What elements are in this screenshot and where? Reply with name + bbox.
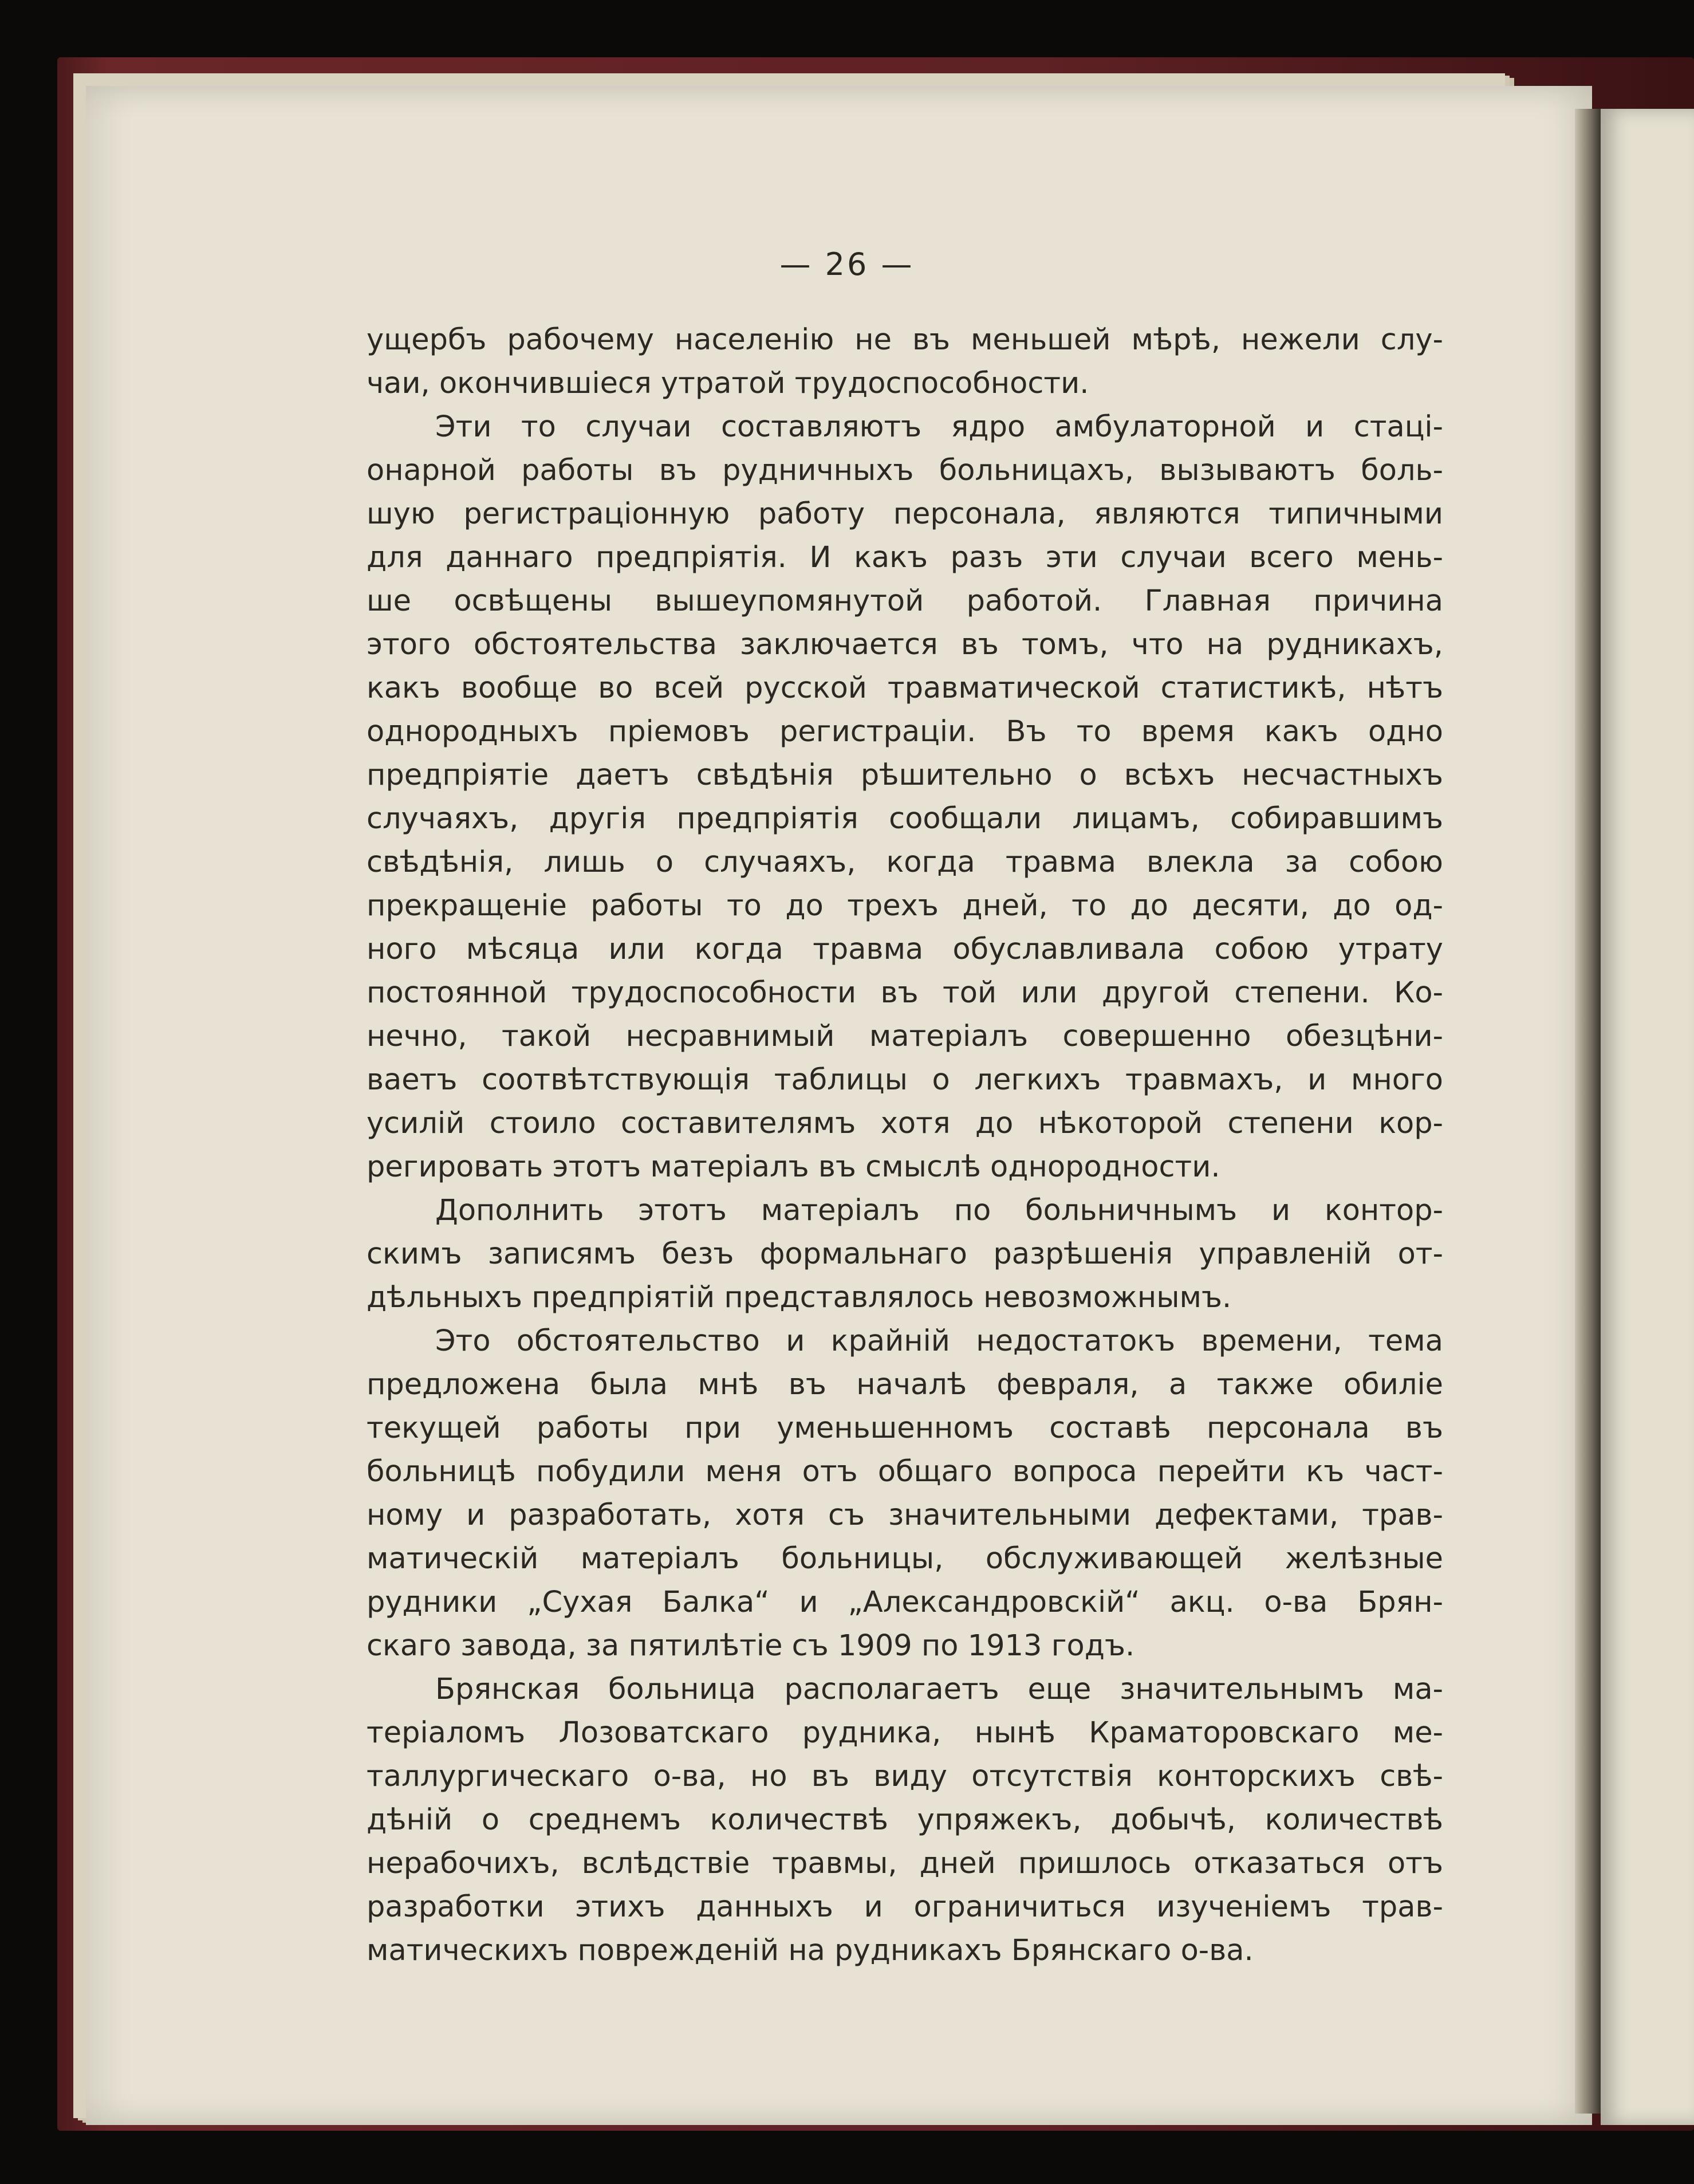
book-gutter	[1575, 109, 1601, 2114]
text-line: однородныхъ пріемовъ регистраціи. Въ то время какъ одно	[367, 715, 1443, 749]
text-line: какъ вообще во всей русской травматической статистикѣ, нѣтъ	[367, 671, 1443, 705]
text-line: ше освѣщены вышеупомянутой работой. Главная причина	[367, 584, 1443, 618]
text-line: нерабочихъ, вслѣдствіе травмы, дней пришлось отказаться отъ	[367, 1847, 1443, 1880]
text-line: свѣдѣнія, лишь о случаяхъ, когда травма влекла за собою	[367, 845, 1443, 879]
text-line: Брянская больница располагаетъ еще значительнымъ ма-	[435, 1673, 1443, 1706]
text-line: для даннаго предпріятія. И какъ разъ эти случаи всего мень-	[367, 541, 1443, 574]
text-line: текущей работы при уменьшенномъ составѣ персонала въ	[367, 1411, 1443, 1445]
text-line: предпріятіе даетъ свѣдѣнія рѣшительно о всѣхъ несчастныхъ	[367, 758, 1443, 792]
text-line: случаяхъ, другія предпріятія сообщали лицамъ, собиравшимъ	[367, 802, 1443, 836]
text-line: ущербъ рабочему населенію не въ меньшей мѣрѣ, нежели слу-	[367, 323, 1443, 357]
text-line: чаи, окончившіеся утратой трудоспособности.	[367, 367, 1089, 400]
text-line: скимъ записямъ безъ формальнаго разрѣшенія управленій от-	[367, 1237, 1443, 1271]
text-line: этого обстоятельства заключается въ томъ, что на рудникахъ,	[367, 628, 1443, 662]
facing-page-edge	[1601, 109, 1694, 2125]
text-line: онарной работы въ рудничныхъ больницахъ, вызываютъ боль-	[367, 454, 1443, 487]
text-line: дѣльныхъ предпріятій представлялось невозможнымъ.	[367, 1281, 1232, 1315]
text-line: ваетъ соотвѣтствующія таблицы о легкихъ травмахъ, и много	[367, 1063, 1443, 1097]
text-line: теріаломъ Лозоватскаго рудника, нынѣ Краматоровскаго ме-	[367, 1716, 1443, 1750]
text-line: постоянной трудоспособности въ той или другой степени. Ко-	[367, 976, 1443, 1010]
text-line: больницѣ побудили меня отъ общаго вопроса перейти къ част-	[367, 1455, 1443, 1489]
text-line: предложена была мнѣ въ началѣ февраля, а также обиліе	[367, 1368, 1443, 1402]
text-line: скаго завода, за пятилѣтіе съ 1909 по 1913 годъ.	[367, 1629, 1135, 1663]
page-number: — 26 —	[779, 246, 915, 282]
text-line: нечно, такой несравнимый матеріалъ совершенно обезцѣни-	[367, 1020, 1443, 1053]
text-line: дѣній о среднемъ количествѣ упряжекъ, добычѣ, количествѣ	[367, 1803, 1443, 1837]
text-line: Эти то случаи составляютъ ядро амбулаторной и стаці-	[435, 410, 1443, 444]
text-line: регировать этотъ матеріалъ въ смыслѣ однородности.	[367, 1150, 1220, 1184]
text-line: ного мѣсяца или когда травма обуславливала собою утрату	[367, 932, 1443, 966]
text-line: усилій стоило составителямъ хотя до нѣкоторой степени кор-	[367, 1107, 1443, 1140]
text-line: прекращеніе работы то до трехъ дней, то до десяти, до од-	[367, 889, 1443, 923]
text-line: таллургическаго о-ва, но въ виду отсутствія конторскихъ свѣ-	[367, 1760, 1443, 1793]
text-line: ному и разработать, хотя съ значительными дефектами, трав-	[367, 1498, 1443, 1532]
body-text	[367, 318, 1443, 1973]
text-line: разработки этихъ данныхъ и ограничиться изученіемъ трав-	[367, 1890, 1443, 1924]
text-line: матическихъ поврежденій на рудникахъ Брянскаго о-ва.	[367, 1934, 1254, 1967]
text-line: шую регистраціонную работу персонала, являются типичными	[367, 497, 1443, 531]
text-line: Это обстоятельство и крайній недостатокъ времени, тема	[435, 1324, 1443, 1358]
text-line: Дополнить этотъ матеріалъ по больничнымъ и контор-	[435, 1194, 1443, 1227]
text-line: рудники „Сухая Балка“ и „Александровскій“ акц. о-ва Брян-	[367, 1585, 1443, 1619]
text-line: матическій матеріалъ больницы, обслуживающей желѣзные	[367, 1542, 1443, 1576]
